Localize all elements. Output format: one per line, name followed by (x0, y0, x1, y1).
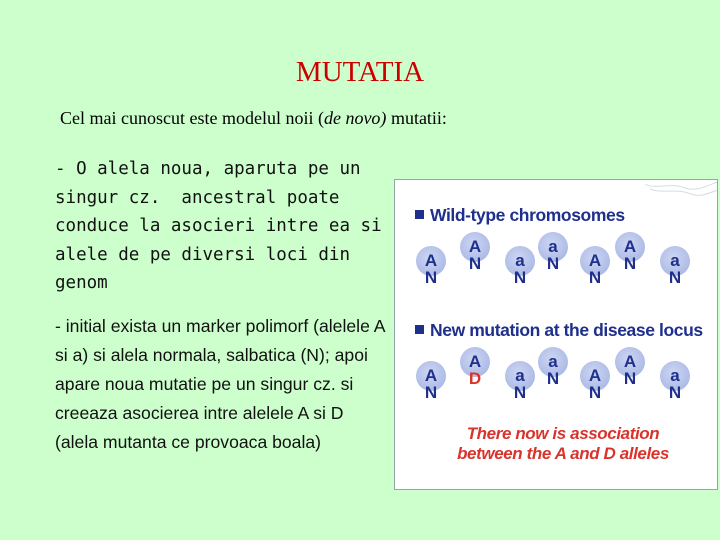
mutation-heading (415, 320, 703, 341)
allele-disease-locus: N (424, 267, 438, 287)
allele-marker: a (515, 365, 525, 385)
allele-marker: A (424, 250, 438, 270)
association-line-1: There now is association (466, 424, 660, 443)
allele-marker: a (670, 250, 680, 270)
allele-disease-locus: N (588, 267, 602, 287)
allele-disease-locus: N (424, 382, 438, 402)
allele-disease-locus: N (668, 267, 682, 287)
allele-disease-locus: N (588, 382, 602, 402)
chromosome-figure (394, 179, 718, 490)
paragraph-new-allele: - O alela noua, aparuta pe un singur cz. ancestral poate conduce la asocieri intre ea si alele de pe diversi loci din genom (55, 159, 393, 293)
subtitle-part-2: mutatii: (386, 108, 447, 128)
allele-marker: a (515, 250, 525, 270)
allele-marker: A (468, 237, 482, 256)
allele-marker: a (670, 365, 680, 385)
allele-disease-locus: N (668, 382, 682, 402)
paragraph-marker-explanation: - initial exista un marker polimorf (alelele A si a) si alela normala, salbatica (N); apoi apare noua mutatie pe un singur cz. si creeaza asocierea intre alelele A si D (alela mutanta ce provoaca boala) (55, 316, 385, 452)
heading-bullet-icon (415, 210, 424, 219)
allele-disease-locus: N (468, 254, 482, 273)
wild-type-heading-text: Wild-type chromosomes (430, 205, 625, 225)
wild-type-heading (415, 205, 625, 226)
allele-disease-locus: N (623, 369, 637, 388)
allele-disease-locus: N (623, 254, 637, 273)
slide-subtitle (60, 108, 447, 129)
allele-disease-locus: N (513, 382, 527, 402)
allele-marker: a (548, 237, 558, 256)
allele-disease-locus: N (546, 254, 560, 273)
mutation-heading-text: New mutation at the disease locus (430, 320, 703, 340)
allele-marker: A (623, 237, 637, 256)
association-line-2: between the A and D alleles (457, 444, 669, 463)
allele-disease-locus: N (546, 369, 560, 388)
allele-marker: a (548, 352, 558, 371)
association-note (433, 424, 693, 464)
allele-disease-locus: N (513, 267, 527, 287)
slide-title: MUTATIA (295, 56, 425, 88)
heading-bullet-icon (415, 325, 424, 334)
subtitle-italic: de novo) (323, 108, 387, 128)
allele-marker: A (468, 352, 482, 371)
allele-disease-locus: D (468, 369, 482, 388)
allele-marker: A (588, 250, 602, 270)
allele-marker: A (623, 352, 637, 371)
allele-marker: A (424, 365, 438, 385)
allele-marker: A (588, 365, 602, 385)
subtitle-part-1: Cel mai cunoscut este modelul noii ( (60, 108, 324, 128)
